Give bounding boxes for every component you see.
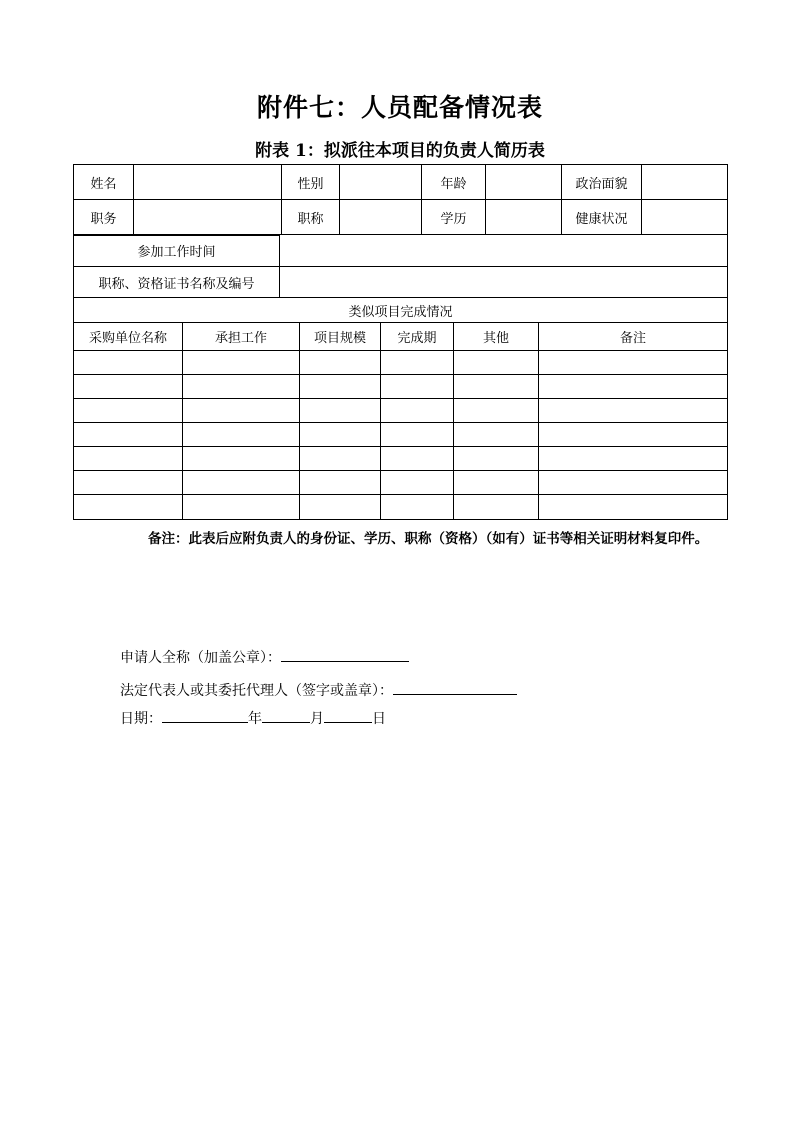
- education-label: 学历: [422, 200, 486, 236]
- table-row: [74, 471, 728, 495]
- column-header-purchaser: 采购单位名称: [74, 323, 183, 351]
- work-info-table: [73, 234, 728, 298]
- health-label: 健康状况: [562, 200, 642, 236]
- age-field[interactable]: [486, 165, 562, 200]
- table-row: [74, 375, 728, 399]
- table-cell[interactable]: [381, 471, 454, 495]
- table-cell[interactable]: [381, 351, 454, 375]
- table-row: [74, 423, 728, 447]
- representative-line: [120, 680, 517, 700]
- age-label: 年龄: [422, 165, 486, 200]
- table-cell[interactable]: [454, 423, 539, 447]
- table-cell[interactable]: [539, 471, 728, 495]
- table-cell[interactable]: [300, 399, 381, 423]
- table-cell[interactable]: [539, 399, 728, 423]
- table-cell[interactable]: [454, 399, 539, 423]
- position-field[interactable]: [134, 200, 282, 236]
- table-cell[interactable]: [454, 375, 539, 399]
- table-cell[interactable]: [74, 351, 183, 375]
- year-label: 年: [248, 711, 262, 727]
- project-rows: [74, 351, 728, 520]
- date-month-blank[interactable]: [262, 708, 310, 723]
- date-line: [120, 708, 386, 728]
- table-cell[interactable]: [74, 423, 183, 447]
- applicant-line: [120, 647, 409, 667]
- representative-label: 法定代表人或其委托代理人（签字或盖章）：: [120, 683, 393, 699]
- table-cell[interactable]: [300, 471, 381, 495]
- note-text: 备注：此表后应附负责人的身份证、学历、职称（资格）（如有）证书等相关证明材料复印件。: [148, 531, 709, 547]
- table-cell[interactable]: [183, 351, 300, 375]
- date-day-blank[interactable]: [324, 708, 372, 723]
- table-cell[interactable]: [381, 423, 454, 447]
- table-row: [74, 399, 728, 423]
- table-cell[interactable]: [74, 375, 183, 399]
- date-label: 日期：: [120, 711, 162, 727]
- table-cell[interactable]: [183, 399, 300, 423]
- table-cell[interactable]: [300, 423, 381, 447]
- table-row: [74, 447, 728, 471]
- title-label: 职称: [282, 200, 340, 236]
- table-cell[interactable]: [454, 471, 539, 495]
- table-cell[interactable]: [381, 375, 454, 399]
- column-header-remarks: 备注: [539, 323, 728, 351]
- table-cell[interactable]: [183, 471, 300, 495]
- table-cell[interactable]: [539, 447, 728, 471]
- certificate-field[interactable]: [280, 267, 728, 298]
- date-year-blank[interactable]: [162, 708, 248, 723]
- political-status-field[interactable]: [642, 165, 728, 200]
- table-cell[interactable]: [300, 495, 381, 520]
- table-cell[interactable]: [74, 447, 183, 471]
- page-subtitle: 附表 1：拟派往本项目的负责人简历表: [255, 141, 545, 161]
- table-cell[interactable]: [300, 351, 381, 375]
- table-row: [74, 351, 728, 375]
- table-cell[interactable]: [74, 399, 183, 423]
- day-label: 日: [372, 711, 386, 727]
- table-cell[interactable]: [183, 375, 300, 399]
- political-status-label: 政治面貌: [562, 165, 642, 200]
- table-cell[interactable]: [454, 447, 539, 471]
- projects-section-title: 类似项目完成情况: [74, 298, 728, 323]
- name-label: 姓名: [74, 165, 134, 200]
- table-cell[interactable]: [454, 495, 539, 520]
- education-field[interactable]: [486, 200, 562, 236]
- title-field[interactable]: [340, 200, 422, 236]
- projects-table: [73, 297, 728, 520]
- table-cell[interactable]: [300, 447, 381, 471]
- name-field[interactable]: [134, 165, 282, 200]
- gender-field[interactable]: [340, 165, 422, 200]
- table-cell[interactable]: [74, 495, 183, 520]
- table-cell[interactable]: [539, 495, 728, 520]
- table-cell[interactable]: [539, 375, 728, 399]
- applicant-blank[interactable]: [281, 647, 409, 662]
- applicant-label: 申请人全称（加盖公章）：: [120, 650, 281, 666]
- gender-label: 性别: [282, 165, 340, 200]
- table-cell[interactable]: [539, 351, 728, 375]
- table-cell[interactable]: [74, 471, 183, 495]
- table-cell[interactable]: [381, 399, 454, 423]
- column-header-completion: 完成期: [381, 323, 454, 351]
- health-field[interactable]: [642, 200, 728, 236]
- personal-info-table: [73, 164, 728, 236]
- table-cell[interactable]: [183, 495, 300, 520]
- month-label: 月: [310, 711, 324, 727]
- column-header-work: 承担工作: [183, 323, 300, 351]
- table-cell[interactable]: [183, 447, 300, 471]
- work-start-field[interactable]: [280, 235, 728, 267]
- column-header-scale: 项目规模: [300, 323, 381, 351]
- certificate-label: 职称、资格证书名称及编号: [74, 267, 280, 298]
- table-row: [74, 495, 728, 520]
- table-cell[interactable]: [539, 423, 728, 447]
- table-cell[interactable]: [454, 351, 539, 375]
- table-cell[interactable]: [300, 375, 381, 399]
- work-start-label: 参加工作时间: [74, 235, 280, 267]
- position-label: 职务: [74, 200, 134, 236]
- representative-blank[interactable]: [393, 680, 517, 695]
- page-title: 附件七：人员配备情况表: [256, 93, 543, 122]
- column-header-other: 其他: [454, 323, 539, 351]
- table-cell[interactable]: [381, 495, 454, 520]
- table-cell[interactable]: [183, 423, 300, 447]
- table-cell[interactable]: [381, 447, 454, 471]
